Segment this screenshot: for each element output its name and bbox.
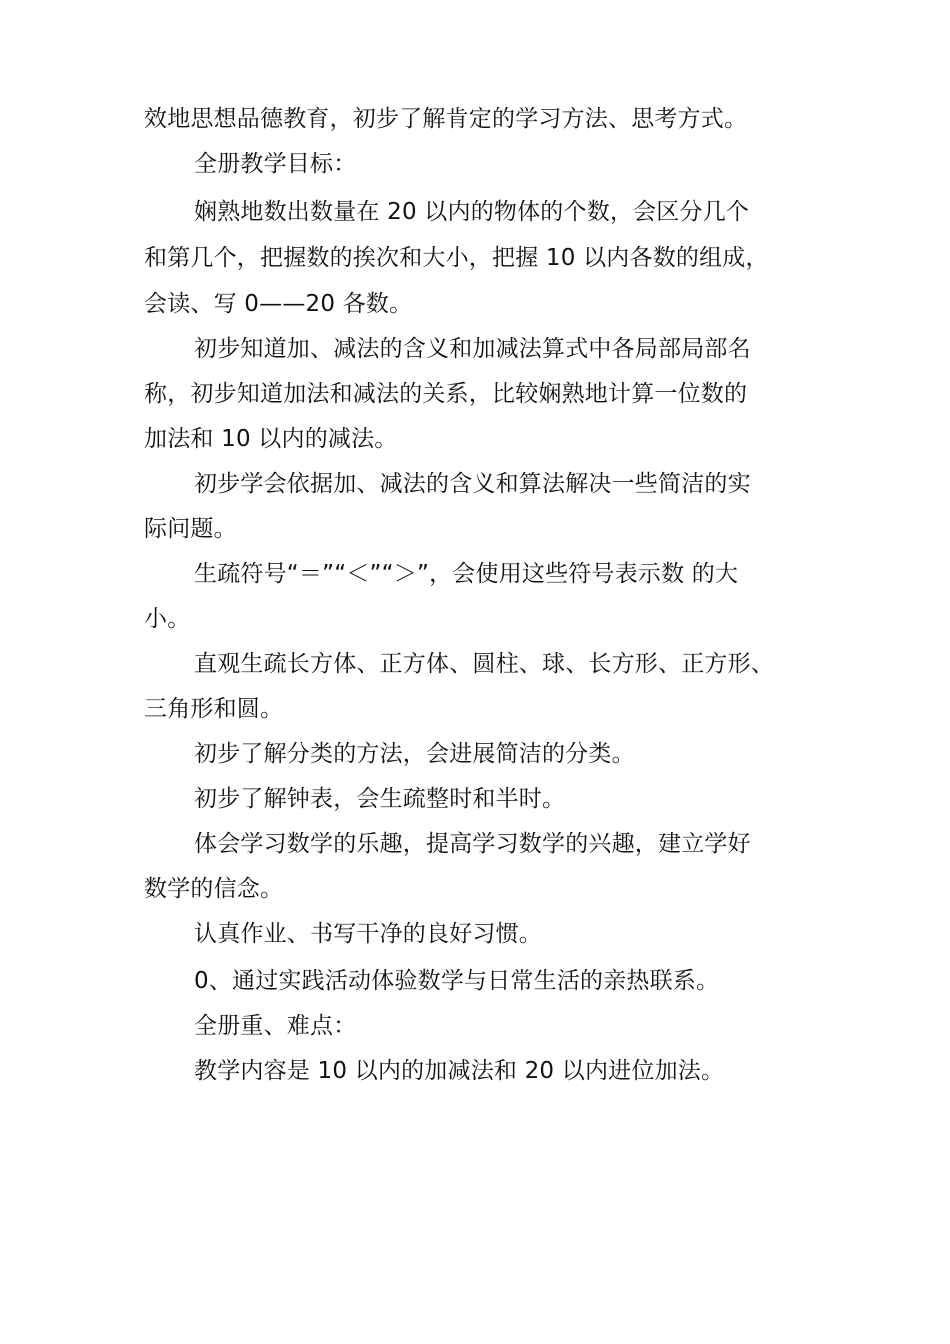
- section-heading-goals: 全册教学目标：: [194, 151, 357, 177]
- paragraph-line-6: 初步知道加、减法的含义和加减法算式中各局部局部名: [194, 336, 751, 362]
- paragraph-line-1: 效地思想品德教育，初步了解肯定的学习方法、思考方式。: [144, 106, 748, 132]
- paragraph-line-16: 初步了解钟表，会生疏整时和半时。: [194, 786, 566, 812]
- paragraph-line-8: 加法和 10 以内的减法。: [144, 426, 398, 452]
- paragraph-line-14: 三角形和圆。: [144, 696, 284, 722]
- paragraph-line-15: 初步了解分类的方法，会进展简洁的分类。: [194, 741, 635, 767]
- paragraph-line-11: 生疏符号“＝”“＜”“＞”，会使用这些符号表示数 的大: [194, 561, 739, 587]
- paragraph-line-18: 数学的信念。: [144, 876, 284, 902]
- paragraph-line-12: 小。: [144, 606, 191, 632]
- paragraph-line-13: 直观生疏长方体、正方体、圆柱、球、长方形、正方形、: [194, 651, 774, 677]
- paragraph-line-9: 初步学会依据加、减法的含义和算法解决一些简洁的实: [194, 471, 751, 497]
- paragraph-line-5: 会读、写 0——20 各数。: [144, 291, 413, 317]
- paragraph-line-3: 娴熟地数出数量在 20 以内的物体的个数，会区分几个: [194, 199, 750, 225]
- paragraph-line-10: 际问题。: [144, 516, 237, 542]
- section-heading-key-points: 全册重、难点：: [194, 1013, 357, 1039]
- paragraph-line-4: 和第几个，把握数的挨次和大小，把握 10 以内各数的组成，: [144, 245, 769, 271]
- paragraph-line-7: 称，初步知道加法和减法的关系，比较娴熟地计算一位数的: [144, 381, 748, 407]
- paragraph-line-22: 教学内容是 10 以内的加减法和 20 以内进位加法。: [194, 1058, 725, 1084]
- paragraph-line-17: 体会学习数学的乐趣，提高学习数学的兴趣，建立学好: [194, 831, 751, 857]
- paragraph-line-19: 认真作业、书写干净的良好习惯。: [194, 921, 542, 947]
- paragraph-line-20: 0、通过实践活动体验数学与日常生活的亲热联系。: [194, 968, 720, 994]
